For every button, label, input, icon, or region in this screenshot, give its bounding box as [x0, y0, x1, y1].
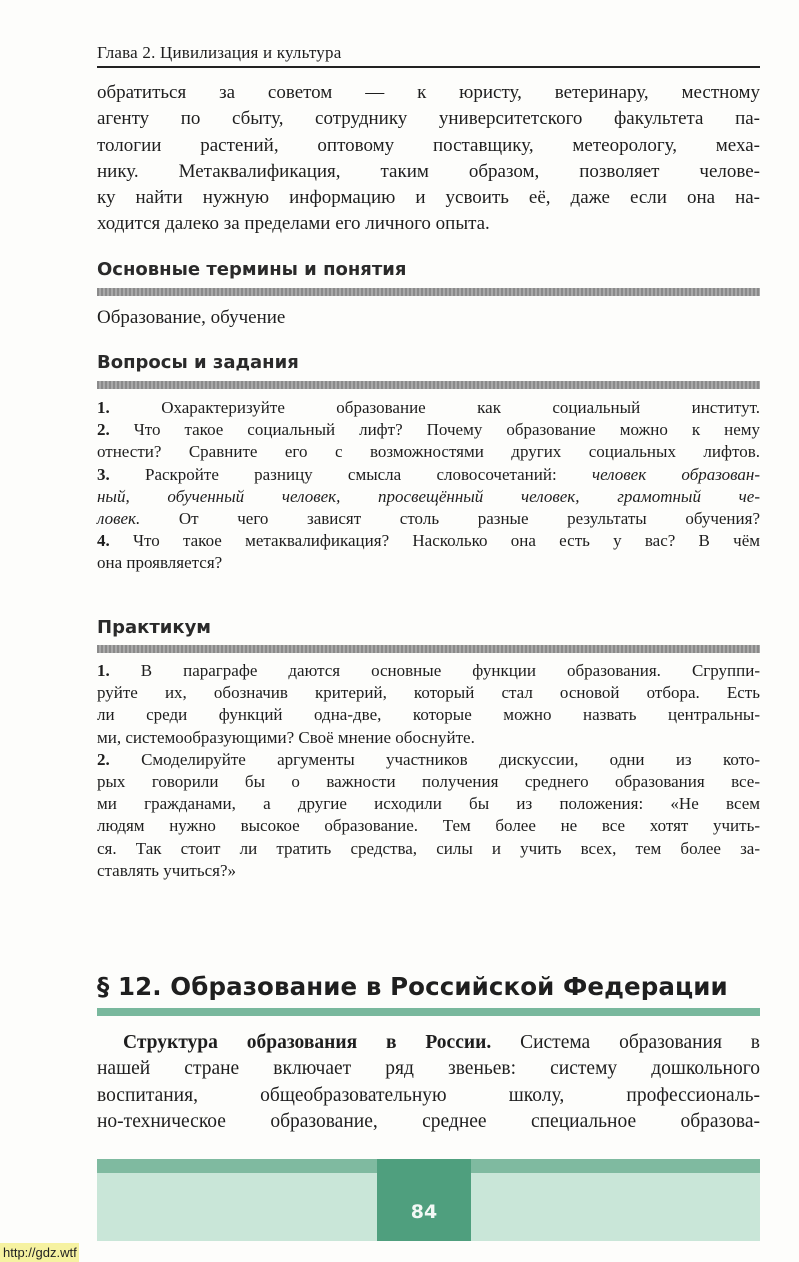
task-2-cont: ся. Так стоит ли тратить средства, силы и учить всех, тем более за-: [97, 838, 760, 858]
section-title: § 12. Образование в Российской Федерации: [97, 972, 728, 1001]
practicum-list: [97, 660, 760, 882]
text-line: воспитания, общеобразовательную школу, профессиональ-: [97, 1084, 760, 1106]
task-1: 1. В параграфе даются основные функции образования. Сгруппи-: [97, 661, 760, 680]
task-1-end: ми, системообразующими? Своё мнение обоснуйте.: [97, 727, 475, 747]
question-3: 3. Раскройте разницу смысла словосочетаний: человек образован-: [97, 464, 761, 484]
footer-band: [97, 1159, 760, 1241]
section-title-bar: [97, 1008, 760, 1016]
terms-text: Образование, обучение: [97, 307, 286, 328]
text-line: ку найти нужную информацию и усвоить её, даже если она на-: [97, 187, 760, 209]
text-line: но-техническое образование, среднее специальное образова-: [97, 1110, 760, 1132]
practicum-heading: Практикум: [97, 617, 212, 638]
text-line: нашей стране включает ряд звеньев: систему дошкольного: [97, 1058, 760, 1080]
task-2-cont: ми гражданами, а другие исходили бы из положения: «Не всем: [97, 794, 760, 814]
practicum-divider: [97, 645, 760, 653]
text-line: агенту по сбыту, сотруднику университетского факультета па-: [97, 108, 760, 130]
text-line: нику. Метаквалификация, таким образом, позволяет челове-: [97, 160, 760, 182]
question-4: 4. Что такое метаквалификация? Насколько она есть у вас? В чём: [97, 531, 760, 551]
watermark: http://gdz.wtf: [0, 1243, 79, 1262]
question-3-cont: ный, обученный человек, просвещённый человек, грамотный че-: [97, 486, 760, 506]
terms-heading: Основные термины и понятия: [97, 259, 407, 280]
intro-paragraph: [97, 80, 760, 238]
section-body: [97, 1030, 760, 1135]
text-line: ходится далеко за пределами его личного опыта.: [97, 213, 490, 235]
question-4-cont: она проявляется?: [97, 553, 223, 573]
page-number: 84: [410, 1201, 438, 1223]
questions-divider: [97, 381, 760, 389]
question-1: 1. Охарактеризуйте образование как социальный институт.: [97, 398, 760, 417]
task-2-cont: людям нужно высокое образование. Тем более не все хотят учить-: [97, 816, 760, 836]
task-1-cont: руйте их, обозначив критерий, который стал основой отбора. Есть: [97, 683, 760, 703]
running-header: Глава 2. Цивилизация и культура: [97, 40, 760, 68]
task-2-end: ставлять учиться?»: [97, 860, 237, 880]
task-2-cont: рых говорили бы о важности получения среднего образования все-: [97, 772, 760, 792]
text-line: Структура образования в России. Система образования в: [123, 1032, 760, 1053]
page-number-box: [377, 1159, 471, 1241]
question-2: 2. Что такое социальный лифт? Почему образование можно к нему: [97, 420, 761, 440]
questions-list: [97, 397, 760, 575]
terms-divider: [97, 288, 760, 296]
question-3-end: ловек. От чего зависят столь разные результаты обучения?: [97, 509, 760, 529]
text-line: тологии растений, оптовому поставщику, метеорологу, меха-: [97, 134, 760, 156]
text-line: обратиться за советом — к юристу, ветеринару, местному: [97, 82, 760, 103]
task-1-cont: ли среди функций одна-две, которые можно назвать центральны-: [97, 705, 760, 725]
task-2: 2. Смоделируйте аргументы участников дискуссии, одни из кото-: [97, 749, 760, 769]
questions-heading: Вопросы и задания: [97, 352, 299, 373]
question-2-cont: отнести? Сравните его с возможностями других социальных лифтов.: [97, 442, 760, 462]
